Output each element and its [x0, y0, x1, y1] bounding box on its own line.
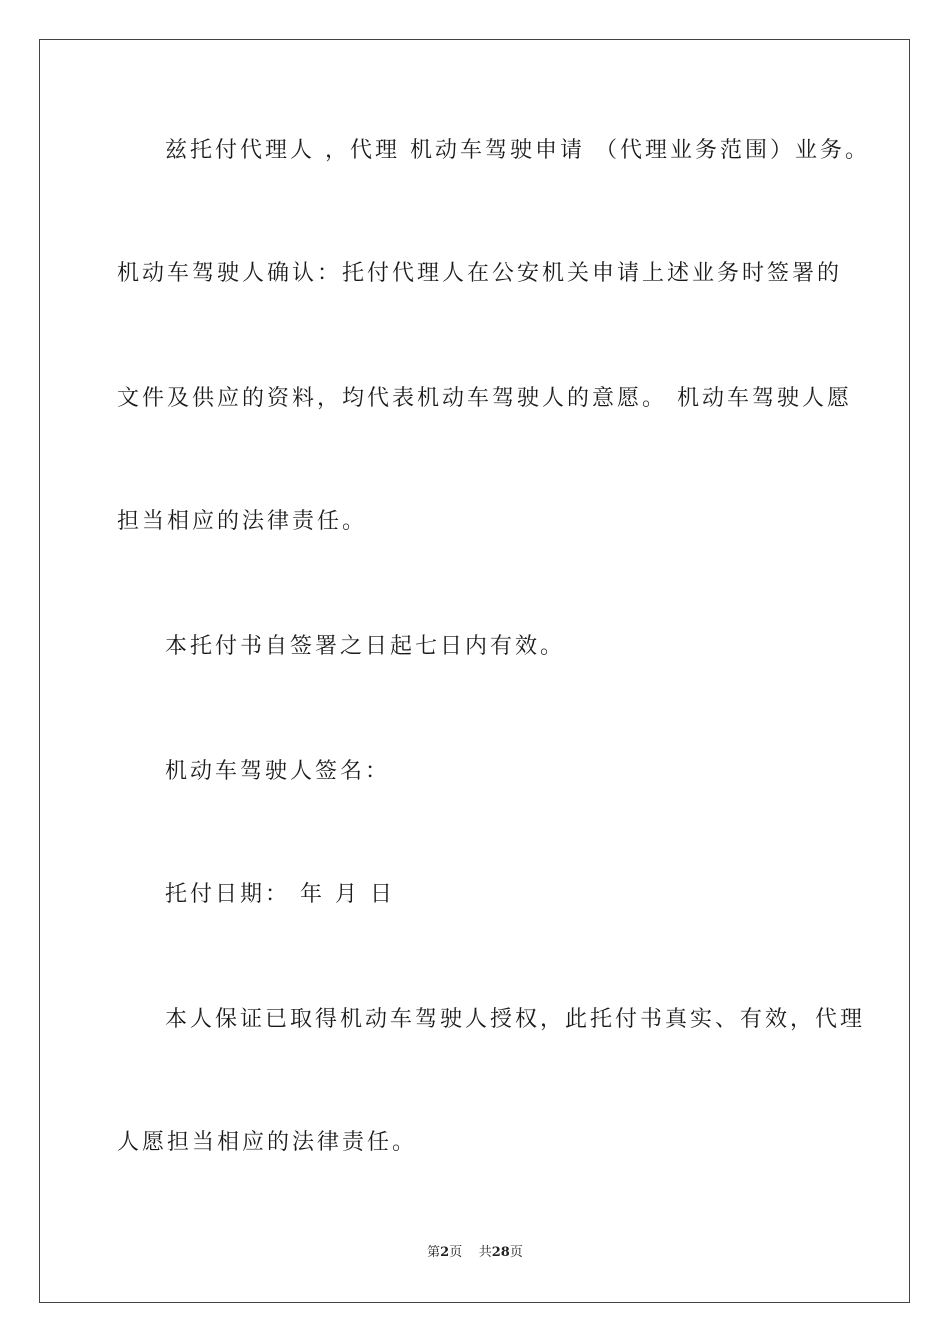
page-number: 2	[440, 1245, 450, 1260]
paragraph-line-8: 本人保证已取得机动车驾驶人授权，此托付书真实、有效，代理	[165, 1007, 866, 1032]
paragraph-line-9: 人愿担当相应的法律责任。	[117, 1130, 418, 1155]
total-prefix: 共	[478, 1245, 492, 1260]
total-suffix: 页	[509, 1245, 523, 1260]
page-footer	[0, 1244, 950, 1262]
paragraph-line-4: 担当相应的法律责任。	[117, 509, 368, 534]
page-suffix: 页	[449, 1245, 463, 1260]
paragraph-line-3: 文件及供应的资料，均代表机动车驾驶人的意愿。 机动车驾驶人愿	[117, 386, 852, 411]
paragraph-line-1: 兹托付代理人 ，代理 机动车驾驶申请 （代理业务范围）业务。	[165, 138, 870, 163]
date-label: 托付日期： 年 月 日	[165, 882, 395, 907]
paragraph-line-2: 机动车驾驶人确认：托付代理人在公安机关申请上述业务时签署的	[117, 261, 843, 286]
page-prefix: 第	[427, 1245, 441, 1260]
total-pages: 28	[491, 1245, 510, 1260]
validity-statement: 本托付书自签署之日起七日内有效。	[165, 634, 566, 659]
signature-label: 机动车驾驶人签名：	[165, 759, 391, 784]
page-border	[39, 39, 910, 1303]
